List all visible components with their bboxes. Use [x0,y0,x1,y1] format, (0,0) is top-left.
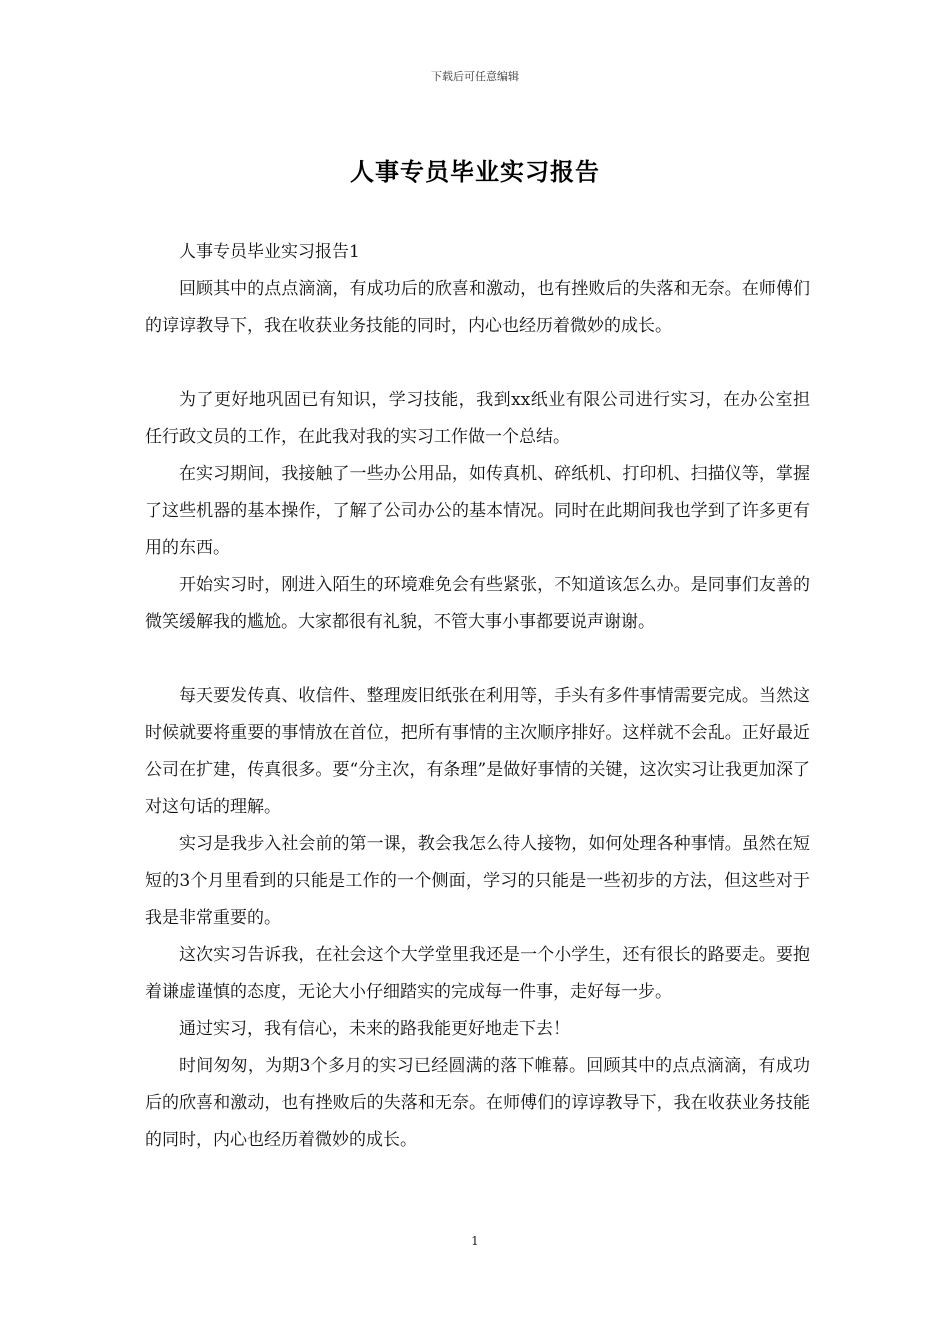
paragraph: 为了更好地巩固已有知识，学习技能，我到xx纸业有限公司进行实习，在办公室担任行政文员的工作，在此我对我的实习工作做一个总结。 [145,390,810,447]
paragraph: 回顾其中的点点滴滴，有成功后的欣喜和激动，也有挫败后的失落和无奈。在师傅们的谆谆教导下，我在收获业务技能的同时，内心也经历着微妙的成长。 [145,279,810,336]
page-number: 1 [471,1234,479,1248]
paragraph: 这次实习告诉我，在社会这个大学堂里我还是一个小学生，还有很长的路要走。要抱着谦虚谨慎的态度，无论大小仔细踏实的完成每一件事，走好每一步。 [145,945,810,1002]
paragraph: 实习是我步入社会前的第一课，教会我怎么待人接物，如何处理各种事情。虽然在短短的3个月里看到的只能是工作的一个侧面，学习的只能是一些初步的方法，但这些对于我是非常重要的。 [145,834,810,928]
document-body [145,234,810,1159]
paragraph: 每天要发传真、收信件、整理废旧纸张在利用等，手头有多件事情需要完成。当然这时候就要将重要的事情放在首位，把所有事情的主次顺序排好。这样就不会乱。正好最近公司在扩建，传真很多。要“分主次，有条理”是做好事情的关键，这次实习让我更加深了对这句话的理解。 [145,686,810,817]
subtitle-paragraph: 人事专员毕业实习报告1 [179,242,360,262]
header-note: 下载后可任意编辑 [431,70,519,83]
document-title: 人事专员毕业实习报告 [350,157,600,186]
paragraph: 开始实习时，刚进入陌生的环境难免会有些紧张，不知道该怎么办。是同事们友善的微笑缓解我的尴尬。大家都很有礼貌，不管大事小事都要说声谢谢。 [145,575,810,632]
paragraph: 通过实习，我有信心，未来的路我能更好地走下去！ [179,1019,570,1039]
paragraph: 时间匆匆，为期3个多月的实习已经圆满的落下帷幕。回顾其中的点点滴滴，有成功后的欣喜和激动，也有挫败后的失落和无奈。在师傅们的谆谆教导下，我在收获业务技能的同时，内心也经历着微妙的成长。 [145,1056,810,1150]
paragraph: 在实习期间，我接触了一些办公用品，如传真机、碎纸机、打印机、扫描仪等，掌握了这些机器的基本操作，了解了公司办公的基本情况。同时在此期间我也学到了许多更有用的东西。 [145,464,810,558]
